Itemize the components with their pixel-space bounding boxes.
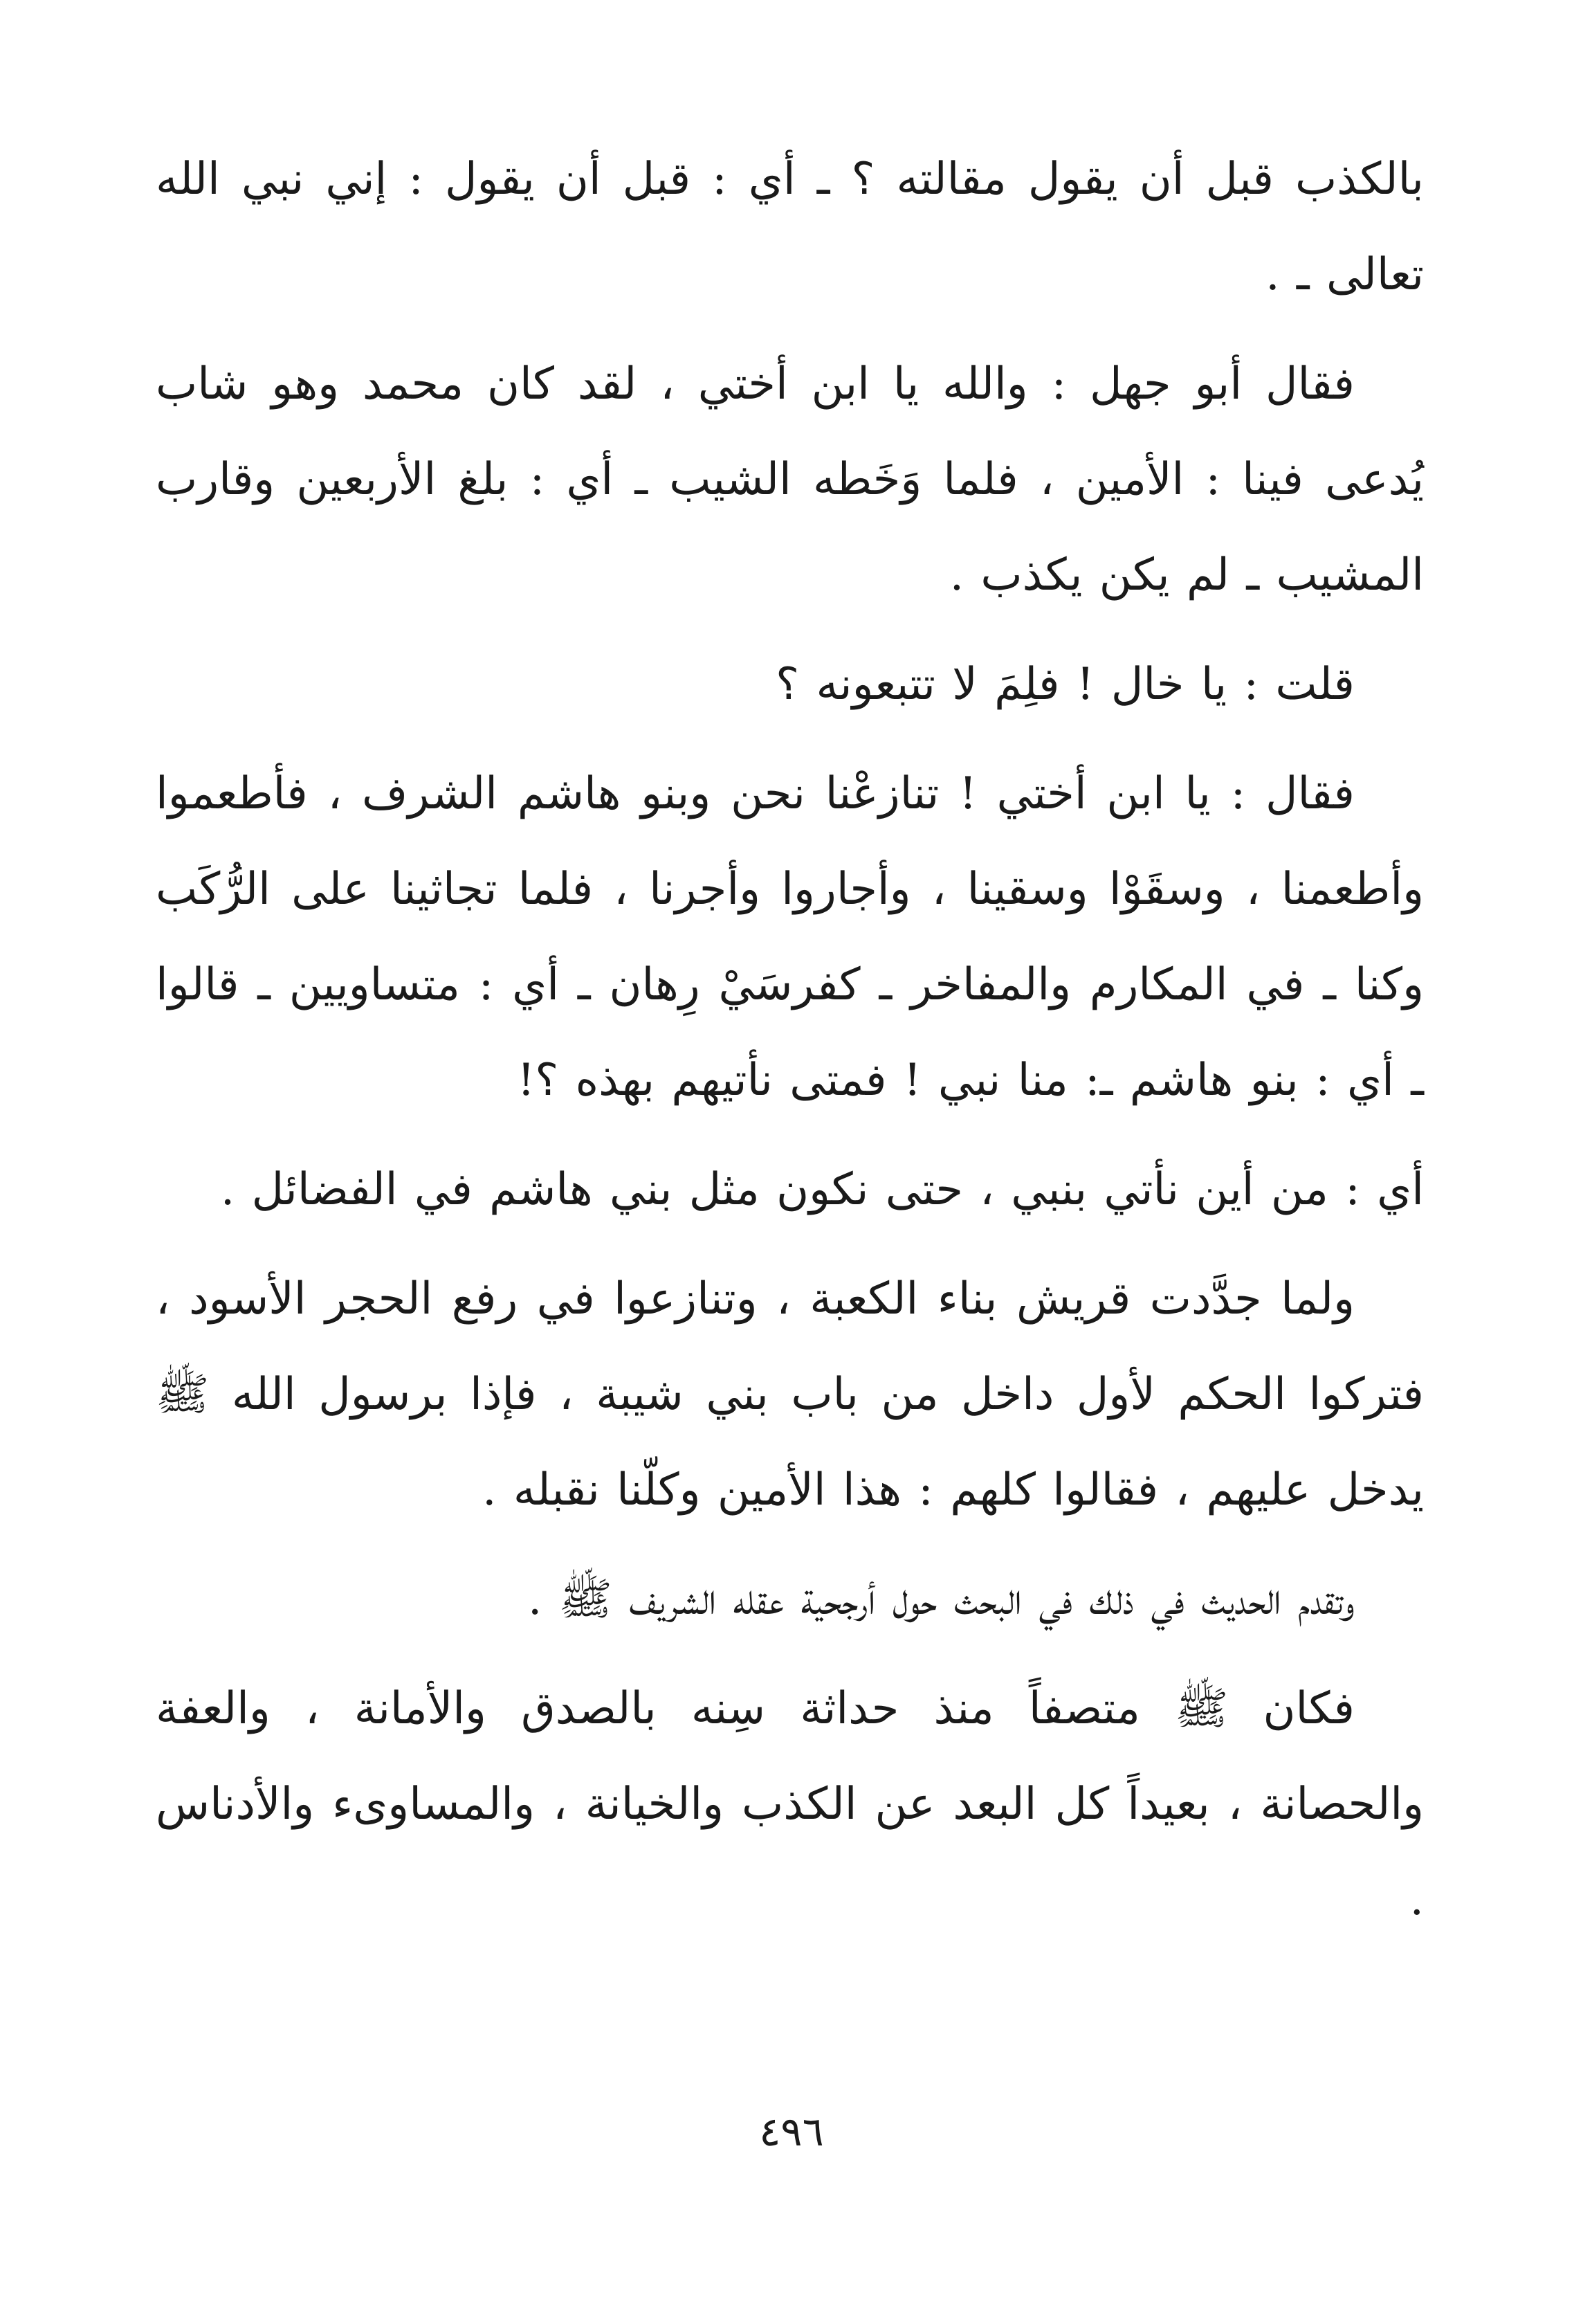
paragraph-6: ولما جدَّدت قريش بناء الكعبة ، وتنازعوا في رفع الحجر الأسود ، فتركوا الحكم لأول داخل من باب بني شيبة ، فإذا برسول الله ﷺ يدخل عليهم ، فقالوا كلهم : هذا الأمين وكلّنا نقبله .	[156, 1273, 1424, 1516]
page-number: ٤٩٦	[759, 2108, 824, 2155]
paragraph-5: أي : من أين نأتي بنبي ، حتى نكون مثل بني هاشم في الفضائل .	[220, 1164, 1424, 1215]
paragraph-1: بالكذب قبل أن يقول مقالته ؟ ـ أي : قبل أن يقول : إني نبي الله تعالى ـ .	[156, 154, 1424, 300]
paragraph-8: فكان ﷺ متصفاً منذ حداثة سِنه بالصدق والأمانة ، والعفة والحصانة ، بعيداً كل البعد عن الكذب والخيانة ، والمساوىء والأدناس .	[156, 1683, 1425, 1925]
body-text	[156, 131, 1424, 1948]
paragraph-7: وتقدم الحديث في ذلك في البحث حول أرجحية عقله الشريف ﷺ .	[527, 1574, 1355, 1625]
paragraph-4: فقال : يا ابن أختي ! تنازعْنا نحن وبنو هاشم الشرف ، فأطعموا وأطعمنا ، وسقَوْا وسقينا ، وأجاروا وأجرنا ، فلما تجاثينا على الرُّكَب وكنا ـ في المكارم والمفاخر ـ كفرسَيْ رِهان ـ أي : متساويين ـ قالوا ـ أي : بنو هاشم ـ: منا نبي ! فمتى نأتيهم بهذه ؟!	[156, 768, 1425, 1106]
paragraph-3: قلت : يا خال ! فلِمَ لا تتبعونه ؟	[776, 659, 1355, 710]
paragraph-2: فقال أبو جهل : والله يا ابن أختي ، لقد كان محمد وهو شاب يُدعى فينا : الأمين ، فلما وَخَطه الشيب ـ أي : بلغ الأربعين وقارب المشيب ـ لم يكن يكذب .	[156, 358, 1424, 601]
